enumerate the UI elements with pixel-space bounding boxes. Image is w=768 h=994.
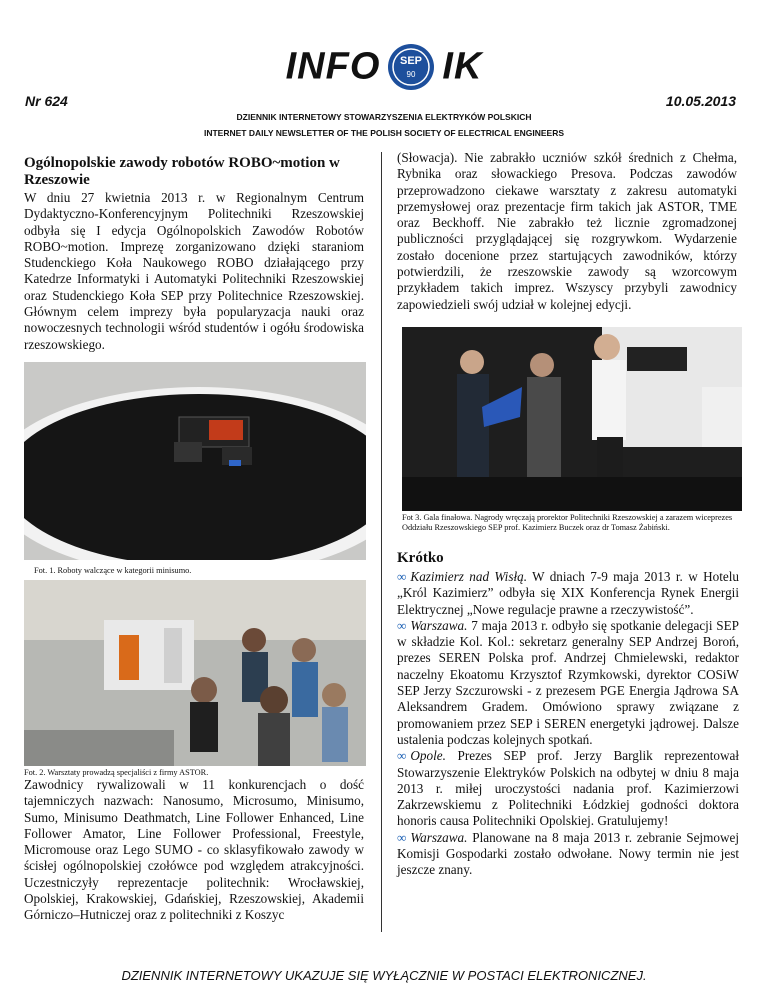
sep-seal-icon xyxy=(386,42,436,92)
infinity-bullet-icon: ∞ xyxy=(397,569,407,584)
subtitle-english: INTERNET DAILY NEWSLETTER OF THE POLISH SOCIETY OF ELECTRICAL ENGINEERS xyxy=(203,128,565,138)
article-continued-left: Zawodnicy rywalizowali w 11 konkurencjach o dość tajemniczych nazwach: Nanosumo, Microsumo, Minisumo, Sumo, Minisumo Deathmatch, Line Follower Enhanced, Line Follower Amator, Line Follower Professional, Freestyle, Micromouse oraz Lego SUMO - co sklasyfikowało zawody w ścisłej ogólnopolskiej czołówce pod względem atrakcyjności. Uczestniczyły reprezentacje politechnik: Wrocławskiej, Opolskiej, Krakowskiej, Gdańskiej, Rzeszowskiej, Akademii Górniczo–Hutniczej oraz z politechniki z Koszyc xyxy=(24,777,364,923)
krotko-item-text: Prezes SEP prof. Jerzy Barglik reprezentował Stowarzyszenie Elektryków Polskich na odbytej w dniu 8 maja 2013 r. miłej uroczystości nadania prof. Kazimierzowi Zakrzewskiemu z Politechniki Łódzkiej godności doktora honoris causa Politechniki Opolskiej. Gratulujemy! xyxy=(397,748,739,829)
svg-text:SEP: SEP xyxy=(400,55,423,67)
article-continued-right: (Słowacja). Nie zabrakło uczniów szkół średnich z Chełma, Rybnika oraz słowackiego Presova. Podczas zawodów przeprowadzono ciekawe warsztaty z zakresu automatyki przemysłowej oraz prezentacje firm takich jak ASTOR, TME oraz Beckhoff. Nie zabrakło też licznie zgromadzonej publiczności przyglądającej się rozgrywkom. Wydarzenie zostało docenione przez startujących zawodników, którzy potwierdzili, że rzeszowskie zawody są wzorcowym przykładem takich imprez. Wszyscy przybyli zawodnicy zapowiedzieli swój udział w kolejnej edycji. xyxy=(397,150,737,312)
krotko-item xyxy=(397,618,739,748)
krotko-item-text: Planowane na 8 maja 2013 r. zebranie Sejmowej Komisji Gospodarki zostało odwołane. Nowy termin nie jest jeszcze znany. xyxy=(397,829,739,878)
photo-final-gala xyxy=(402,327,742,511)
photo-minisumo-robots xyxy=(24,362,366,560)
logo-text-left: INFO xyxy=(285,45,381,88)
svg-text:90: 90 xyxy=(406,70,416,79)
infinity-bullet-icon: ∞ xyxy=(397,748,407,764)
article-title: Ogólnopolskie zawody robotów ROBO~motion w Rzeszowie xyxy=(24,155,340,188)
logo-text-right: IK xyxy=(442,45,483,88)
krotko-item-place: Warszawa. xyxy=(410,829,468,845)
subtitle-polish: DZIENNIK INTERNETOWY STOWARZYSZENIA ELEKTRYKÓW POLSKICH xyxy=(236,112,532,122)
article-lead: W dniu 27 kwietnia 2013 r. w Regionalnym Centrum Dydaktyczno-Konferencyjnym Politechniki Rzeszowskiej odbyła się I edycja Ogólnopolskich Zawodów Robotów ROBO~motion. Imprezę zorganizowano dzięki staraniom Studenckiego Koła Naukowego ROBO działającego przy Katedrze Informatyki i Automatyki Politechniki Rzeszowskiej oraz Studenckiego Koła SEP przy Politechnice Rzeszowskiej. Głównym celem imprezy była popularyzacja nauki oraz nowoczesnych technologii wśród studentów i ogółu środowiska rzeszowskiego. xyxy=(24,190,364,352)
newsletter-logo xyxy=(0,42,768,90)
issue-date: 10.05.2013 xyxy=(665,93,736,109)
krotko-item xyxy=(397,569,739,618)
caption-photo-2: Fot. 2. Warsztaty prowadzą specjaliści z firmy ASTOR. xyxy=(24,768,209,777)
issue-number: Nr 624 xyxy=(25,93,68,109)
krotko-item-text: W dniach 7-9 maja 2013 r. w Hotelu „Król Kazimierz” odbyła się XIX Konferencja Rynek Energii Elektrycznej „Nowe regulacje prawne a rzeczywistość”. xyxy=(397,569,739,617)
infinity-bullet-icon: ∞ xyxy=(397,617,407,633)
krotko-item-place: Opole. xyxy=(410,748,446,764)
krotko-list xyxy=(397,569,739,879)
krotko-heading: Krótko xyxy=(397,550,444,566)
krotko-item xyxy=(397,830,739,879)
caption-photo-3: Fot 3. Gala finałowa. Nagrody wręczają prorektor Politechniki Rzeszowskiej a zarazem wiceprezes Oddziału Rzeszowskiego SEP prof. Kazimierz Buczek oraz dr Tomasz Żabiński. xyxy=(402,513,733,532)
infinity-bullet-icon: ∞ xyxy=(397,829,407,845)
krotko-item-place: Warszawa. xyxy=(410,617,468,633)
krotko-item-place: Kazimierz nad Wisłą. xyxy=(410,569,528,584)
footer-note: DZIENNIK INTERNETOWY UKAZUJE SIĘ WYŁĄCZNIE W POSTACI ELEKTRONICZNEJ. xyxy=(121,968,647,983)
photo-astor-workshop xyxy=(24,580,366,766)
krotko-item xyxy=(397,748,739,829)
column-divider xyxy=(381,152,382,932)
caption-photo-1: Fot. 1. Roboty walczące w kategorii minisumo. xyxy=(34,566,192,575)
krotko-item-text: 7 maja 2013 r. odbyło się spotkanie delegacji SEP w składzie Kol. Kol.: sekretarz generalny SEP Andrzej Boroń, prezes SEREN Polska prof. Andrzej Chmielewski, redaktor naczelny Ekoatomu Krzysztof Rzymkowski, dyrektor COSiW SEP Jerzy Szczurowski - z prezesem PGE Energia Jądrowa SA Aleksandrem Gradem. Omówiono sprawy związane z promowaniem przez SEP i SEREN energetyki jądrowej. Dalsze ustalenia podczas kolejnych spotkań. xyxy=(397,617,739,747)
